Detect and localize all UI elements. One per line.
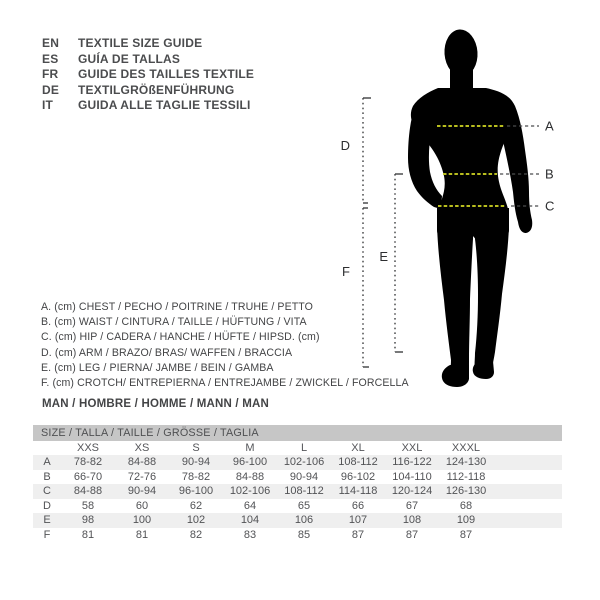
size-cell: 87 [405,528,419,541]
size-cell: 98 [81,514,95,527]
size-cell: 58 [81,499,95,512]
size-column-header: XXXL [451,442,481,454]
right-leg-shape [474,216,509,371]
size-cell: 87 [351,528,365,541]
size-cell: 81 [81,528,95,541]
size-row-label: C [43,485,51,498]
size-cell: 62 [189,499,203,512]
size-cell: 102-106 [283,456,325,468]
size-table-title: SIZE / TALLA / TAILLE / GRÖSSE / TAGLIA [33,425,562,441]
size-cell: 65 [297,499,311,512]
size-cell: 78-82 [73,456,103,468]
size-table-body [33,455,562,543]
language-title: TEXTILGRÖßENFÜHRUNG [78,82,235,97]
size-row-label: B [43,470,51,483]
man-silhouette [408,28,532,387]
size-column-header: L [300,442,308,454]
size-row-label: D [43,499,51,512]
legend-item: A. (cm) CHEST / PECHO / POITRINE / TRUHE / PETTO [41,301,314,313]
size-row [33,470,562,485]
size-cell: 90-94 [181,456,211,468]
size-cell: 100 [132,514,152,527]
size-cell: 96-102 [340,470,376,483]
category-title: MAN / HOMBRE / HOMME / MANN / MAN [42,398,270,410]
size-corner-cell [33,441,61,455]
language-title: TEXTILE SIZE GUIDE [78,36,203,50]
size-cell-filler [493,470,562,485]
size-cell: 83 [243,528,257,541]
size-row-label: A [43,456,51,468]
size-cell: 102-106 [229,485,271,498]
size-row [33,528,562,543]
size-cell: 66 [351,499,365,512]
language-code: EN [42,36,60,50]
size-cell: 66-70 [73,470,103,483]
size-cell: 96-100 [178,485,214,498]
size-column-header: S [192,442,200,454]
size-cell: 107 [348,514,368,527]
language-title: GUIDA ALLE TAGLIE TESSILI [78,98,251,113]
size-row [33,513,562,528]
size-cell: 90-94 [289,470,319,483]
size-cell: 106 [294,514,314,527]
size-cell: 85 [297,528,311,541]
waist-label: B [545,166,554,182]
size-table-header-row [33,441,562,455]
size-row [33,484,562,499]
language-code: ES [42,51,59,66]
size-cell: 82 [189,528,203,541]
size-cell: 64 [243,499,257,512]
language-title: GUIDE DES TAILLES TEXTILE [78,67,255,82]
size-cell-filler [493,513,562,528]
size-cell: 78-82 [181,470,211,483]
size-cell: 84-88 [73,485,103,498]
language-code: DE [42,82,60,97]
size-row [33,499,562,514]
left-leg-shape [437,216,473,379]
legend-item: C. (cm) HIP / CADERA / HANCHE / HÜFTE / HIPSD. (cm) [41,331,320,344]
size-cell: 84-88 [235,470,265,483]
size-cell: 108-112 [338,456,378,468]
arm-label: D [340,138,350,153]
legend-item: B. (cm) WAIST / CINTURA / TAILLE / HÜFTUNG / VITA [41,316,307,329]
size-cell: 108-112 [284,485,324,498]
language-code: FR [42,67,59,82]
size-cell: 60 [135,499,149,512]
size-cell: 126-130 [445,485,487,498]
size-row-label: E [43,514,51,527]
size-cell: 67 [405,499,419,512]
size-cell: 72-76 [127,470,157,483]
size-cell: 108 [402,514,422,527]
measurement-legend [41,300,409,391]
size-row-label: F [43,528,51,541]
size-cell: 120-124 [391,485,433,498]
size-cell-filler [493,455,562,470]
size-cell-filler [493,499,562,514]
hip-label: C [545,198,555,214]
size-cell: 87 [459,528,473,541]
size-cell: 116-122 [392,456,432,468]
size-column-header: XXS [76,442,99,454]
size-cell: 114-118 [338,485,378,498]
size-column-header: XS [134,442,150,454]
size-cell: 68 [459,499,473,512]
size-cell: 102 [186,514,206,527]
size-cell-filler [493,484,562,499]
size-cell: 109 [456,514,476,527]
legend-item: F. (cm) CROTCH/ ENTREPIERNA / ENTREJAMBE / ZWICKEL / FORCELLA [41,377,409,390]
language-code: IT [42,98,54,113]
rear-shoe-shape [473,361,494,379]
leg-label: E [379,249,388,264]
size-cell: 84-88 [127,456,157,468]
size-cell: 124-130 [445,456,487,468]
size-column-header: M [245,442,255,454]
size-column-header: XXL [401,442,423,454]
size-cell: 90-94 [127,485,157,498]
size-cell: 104-110 [392,470,432,483]
size-cell-filler [493,528,562,543]
legend-item: D. (cm) ARM / BRAZO/ BRAS/ WAFFEN / BRACCIA [41,346,293,359]
size-cell: 96-100 [232,456,268,468]
language-title: GUÍA DE TALLAS [78,51,181,66]
size-cell: 112-118 [446,470,486,483]
chest-label: A [545,118,554,134]
crotch-label: F [342,264,350,279]
front-shoe-shape [442,365,469,387]
size-header-filler [493,441,562,455]
size-column-header: XL [351,442,365,454]
size-table [33,441,562,543]
size-cell: 81 [135,528,149,541]
legend-item: E. (cm) LEG / PIERNA/ JAMBE / BEIN / GAMBA [41,361,274,374]
size-cell: 104 [240,514,260,527]
size-table-head [33,441,562,455]
size-row [33,455,562,470]
size-table-section [33,425,562,543]
